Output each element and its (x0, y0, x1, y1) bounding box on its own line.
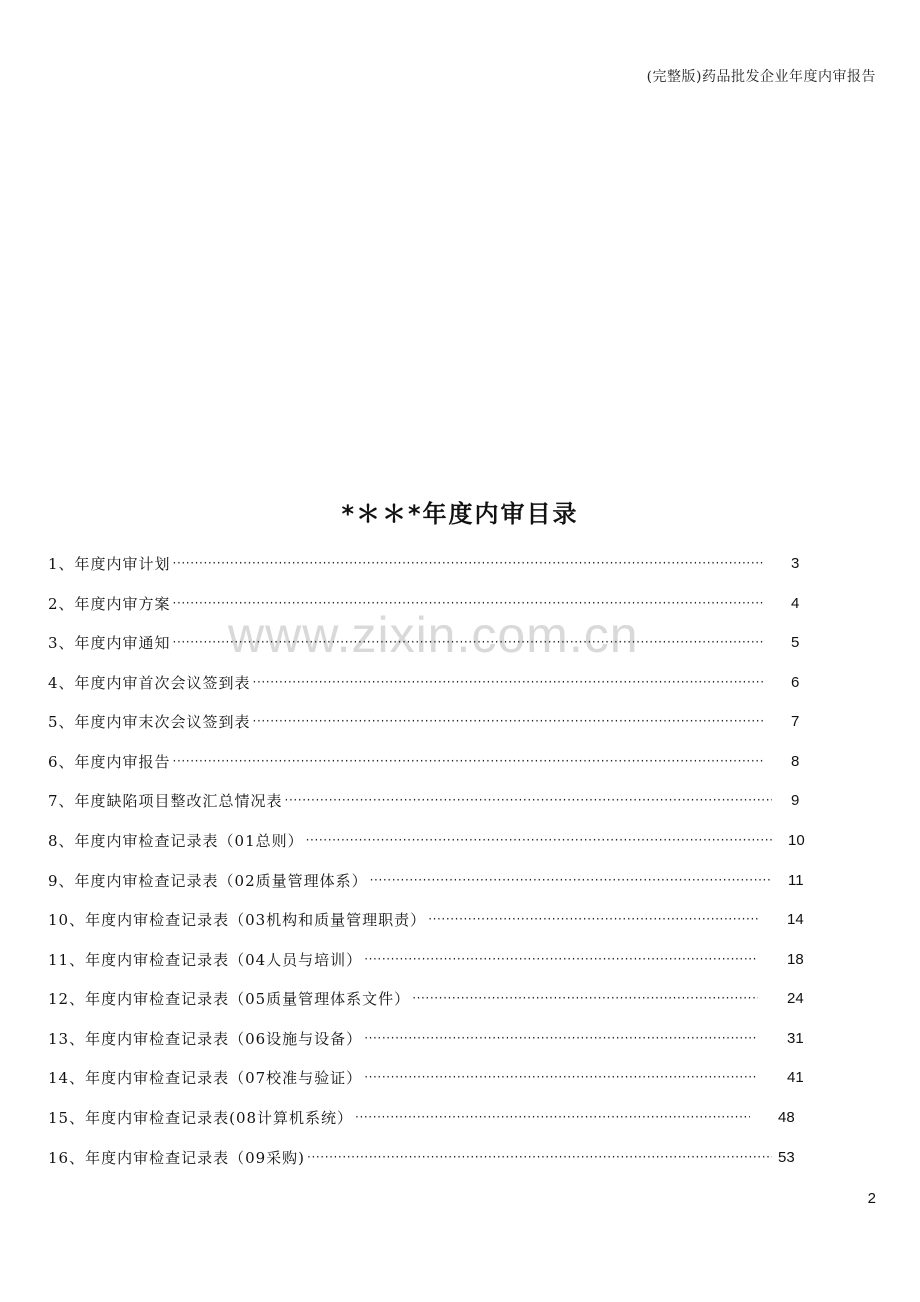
leader-dots (364, 1031, 758, 1045)
toc-entry-label: 8、年度内审检查记录表（01总则） (48, 831, 304, 850)
toc-entry[interactable] (48, 710, 767, 732)
leader-dots (355, 1110, 750, 1124)
leader-dots (253, 675, 765, 689)
toc-entry-label: 12、年度内审检查记录表（05质量管理体系文件） (48, 989, 411, 1008)
running-header: (完整版)药品批发企业年度内审报告 (646, 69, 876, 85)
watermark: www.zixin.com.cn (228, 607, 639, 663)
toc-entry[interactable] (48, 908, 760, 930)
toc-entry[interactable] (48, 1027, 760, 1049)
toc-entry[interactable] (48, 987, 760, 1009)
leader-dots (364, 1070, 758, 1084)
toc-entry[interactable] (48, 948, 760, 970)
toc-entry-page: 6 (791, 673, 800, 691)
toc-entry[interactable] (48, 789, 774, 811)
toc-entry-label: 10、年度内审检查记录表（03机构和质量管理职责） (48, 910, 427, 929)
toc-entry-page: 5 (791, 633, 800, 651)
toc-entry-page: 4 (791, 594, 800, 612)
toc-entry[interactable] (48, 631, 767, 653)
leader-dots (412, 991, 758, 1005)
leader-dots (173, 556, 765, 570)
toc-entry[interactable] (48, 869, 774, 891)
leader-dots (306, 833, 772, 847)
toc-entry[interactable] (48, 1106, 752, 1128)
leader-dots (173, 635, 765, 649)
toc-entry-page: 8 (791, 752, 800, 770)
toc-entry-label: 6、年度内审报告 (48, 752, 171, 771)
toc-entry-page: 31 (787, 1029, 804, 1047)
leader-dots (307, 1150, 772, 1164)
toc-title: *＊＊*年度内审目录 (341, 500, 579, 528)
leader-dots (173, 754, 765, 768)
toc-entry[interactable] (48, 1146, 774, 1168)
toc-entry[interactable] (48, 671, 767, 693)
leader-dots (370, 873, 772, 887)
toc-entry-page: 48 (778, 1108, 795, 1126)
toc-entry-page: 53 (778, 1148, 795, 1166)
leader-dots (285, 793, 772, 807)
toc-entry-page: 14 (787, 910, 804, 928)
toc-entry-page: 24 (787, 989, 804, 1007)
toc-entry-label: 3、年度内审通知 (48, 633, 171, 652)
page-number: 2 (867, 1190, 876, 1207)
toc-entry-label: 16、年度内审检查记录表（09采购) (48, 1148, 306, 1167)
toc-entry[interactable] (48, 829, 774, 851)
toc-entry[interactable] (48, 750, 767, 772)
leader-dots (428, 912, 758, 926)
toc-entry-page: 11 (788, 871, 804, 889)
toc-entry-page: 3 (791, 554, 800, 572)
toc-entry-page: 18 (787, 950, 804, 968)
toc-entry-page: 10 (788, 831, 805, 849)
toc-entry-label: 11、年度内审检查记录表（04人员与培训） (48, 950, 363, 969)
toc-entry-label: 5、年度内审末次会议签到表 (48, 712, 251, 731)
leader-dots (253, 714, 765, 728)
toc-entry[interactable] (48, 1066, 760, 1088)
toc-entry-label: 15、年度内审检查记录表(08计算机系统） (48, 1108, 354, 1127)
toc-entry-label: 1、年度内审计划 (48, 554, 171, 573)
leader-dots (173, 596, 765, 610)
toc-entry-page: 7 (791, 712, 800, 730)
toc-entry-label: 9、年度内审检查记录表（02质量管理体系） (48, 871, 368, 890)
leader-dots (364, 952, 758, 966)
toc-entry-label: 14、年度内审检查记录表（07校准与验证） (48, 1068, 363, 1087)
toc-entry-label: 7、年度缺陷项目整改汇总情况表 (48, 791, 283, 810)
toc-entry[interactable] (48, 552, 767, 574)
toc-entry-page: 41 (787, 1068, 804, 1086)
toc-entry-page: 9 (791, 791, 800, 809)
toc-entry[interactable] (48, 592, 767, 614)
toc-entry-label: 2、年度内审方案 (48, 594, 171, 613)
toc-entry-label: 13、年度内审检查记录表（06设施与设备） (48, 1029, 363, 1048)
toc-entry-label: 4、年度内审首次会议签到表 (48, 673, 251, 692)
